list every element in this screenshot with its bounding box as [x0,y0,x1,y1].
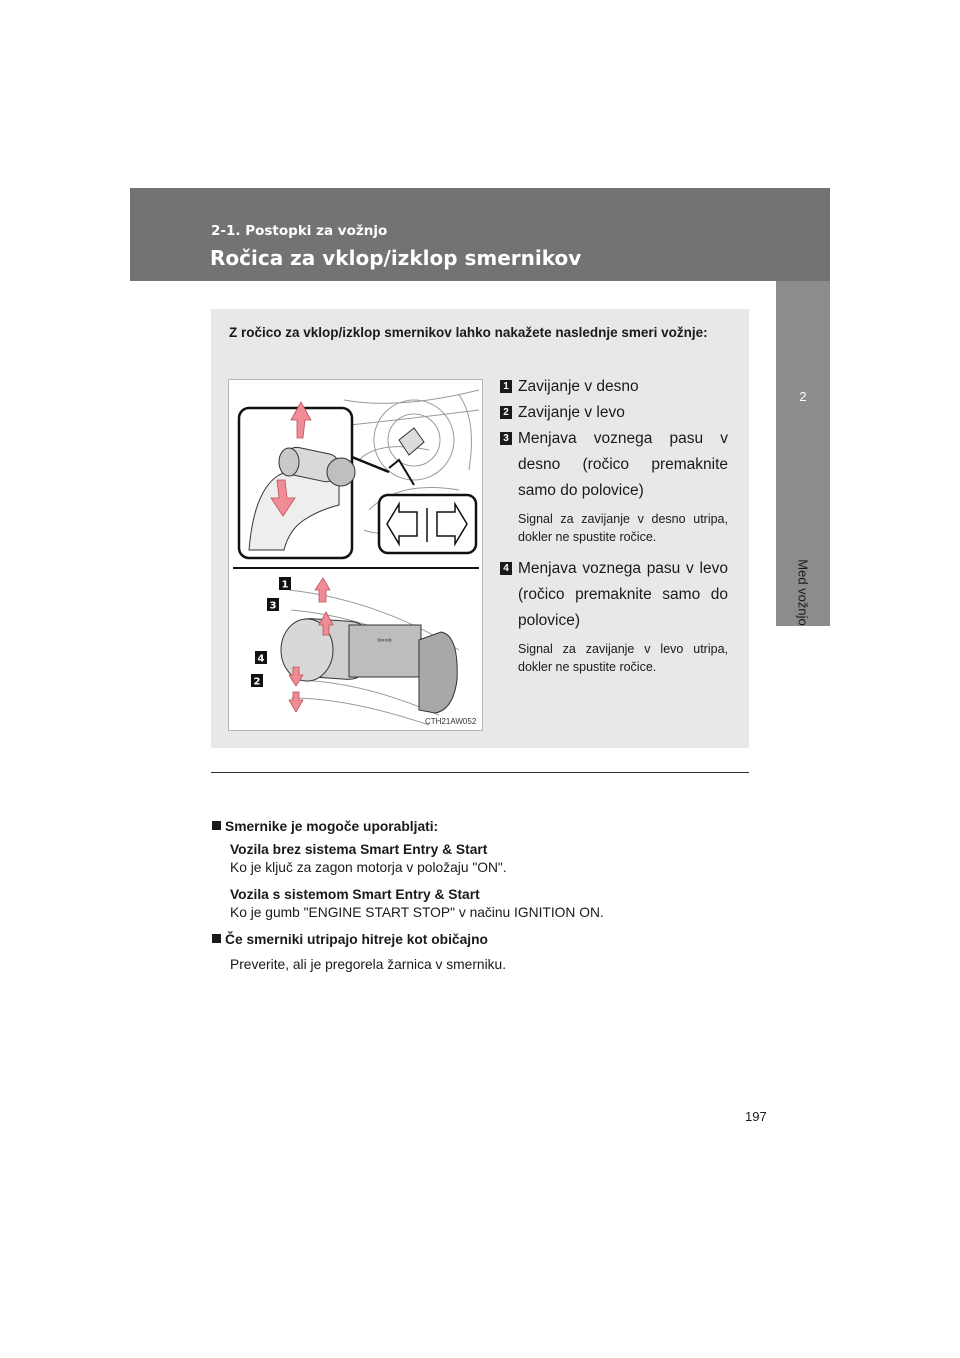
page-title: Ročica za vklop/izklop smernikov [210,246,582,270]
list-item-text: Menjava voznega pasu v desno (ročico premaknite samo do polovice) [518,430,728,499]
figure-label-1: 1 [281,579,289,591]
info-paragraph: Preverite, ali je pregorela žarnica v smerniku. [230,957,507,972]
list-item [500,556,728,634]
number-badge: 1 [500,380,512,393]
chapter-header [130,188,830,281]
section-divider [211,772,749,773]
page-number: 197 [745,1109,767,1124]
section-title: 2-1. Postopki za vožnjo [211,223,388,239]
info-heading: Če smerniki utripajo hitreje kot običajno [212,931,752,949]
figure-label-2: 2 [253,676,261,688]
list-item-text: Zavijanje v desno [518,378,639,395]
svg-text:⇦⇨: ⇦⇨ [377,636,393,646]
number-badge: 2 [500,406,512,419]
info-heading: Smernike je mogoče uporabljati: [212,818,752,836]
figure-label-4: 4 [257,653,265,665]
figure-number-badges [251,577,291,687]
number-badge: 4 [500,562,512,575]
lever-drawing [229,380,482,730]
direction-list [500,374,728,686]
instruction-box [211,309,749,748]
list-item-note: Signal za zavijanje v levo utripa, dokler ne spustite ročice. [518,642,728,674]
figure-code: CTH21AW052 [425,717,477,726]
figure-label-3: 3 [269,600,277,612]
square-bullet-icon [212,934,221,943]
info-section [212,818,752,974]
chapter-number: 2 [799,389,807,404]
intro-text: Z ročico za vklop/izklop smernikov lahko nakažete naslednje smeri vožnje: [229,325,708,340]
square-bullet-icon [212,821,221,830]
info-subheading: Vozila s sistemom Smart Entry & Start [230,887,480,902]
list-item-text: Menjava voznega pasu v levo (ročico premaknite samo do polovice) [518,560,728,629]
info-subheading: Vozila brez sistema Smart Entry & Start [230,842,488,857]
info-paragraph: Ko je gumb "ENGINE START STOP" v načinu IGNITION ON. [230,905,604,920]
list-item-note: Signal za zavijanje v desno utripa, dokler ne spustite ročice. [518,512,728,544]
list-item [500,400,728,426]
turn-signal-illustration [228,379,483,731]
number-badge: 3 [500,432,512,445]
list-item-text: Zavijanje v levo [518,404,625,421]
chapter-side-label [778,552,828,632]
list-item [500,374,728,400]
list-item [500,426,728,504]
info-paragraph: Ko je ključ za zagon motorja v položaju "ON". [230,860,507,875]
chapter-label: Med vožnjo [795,558,811,626]
